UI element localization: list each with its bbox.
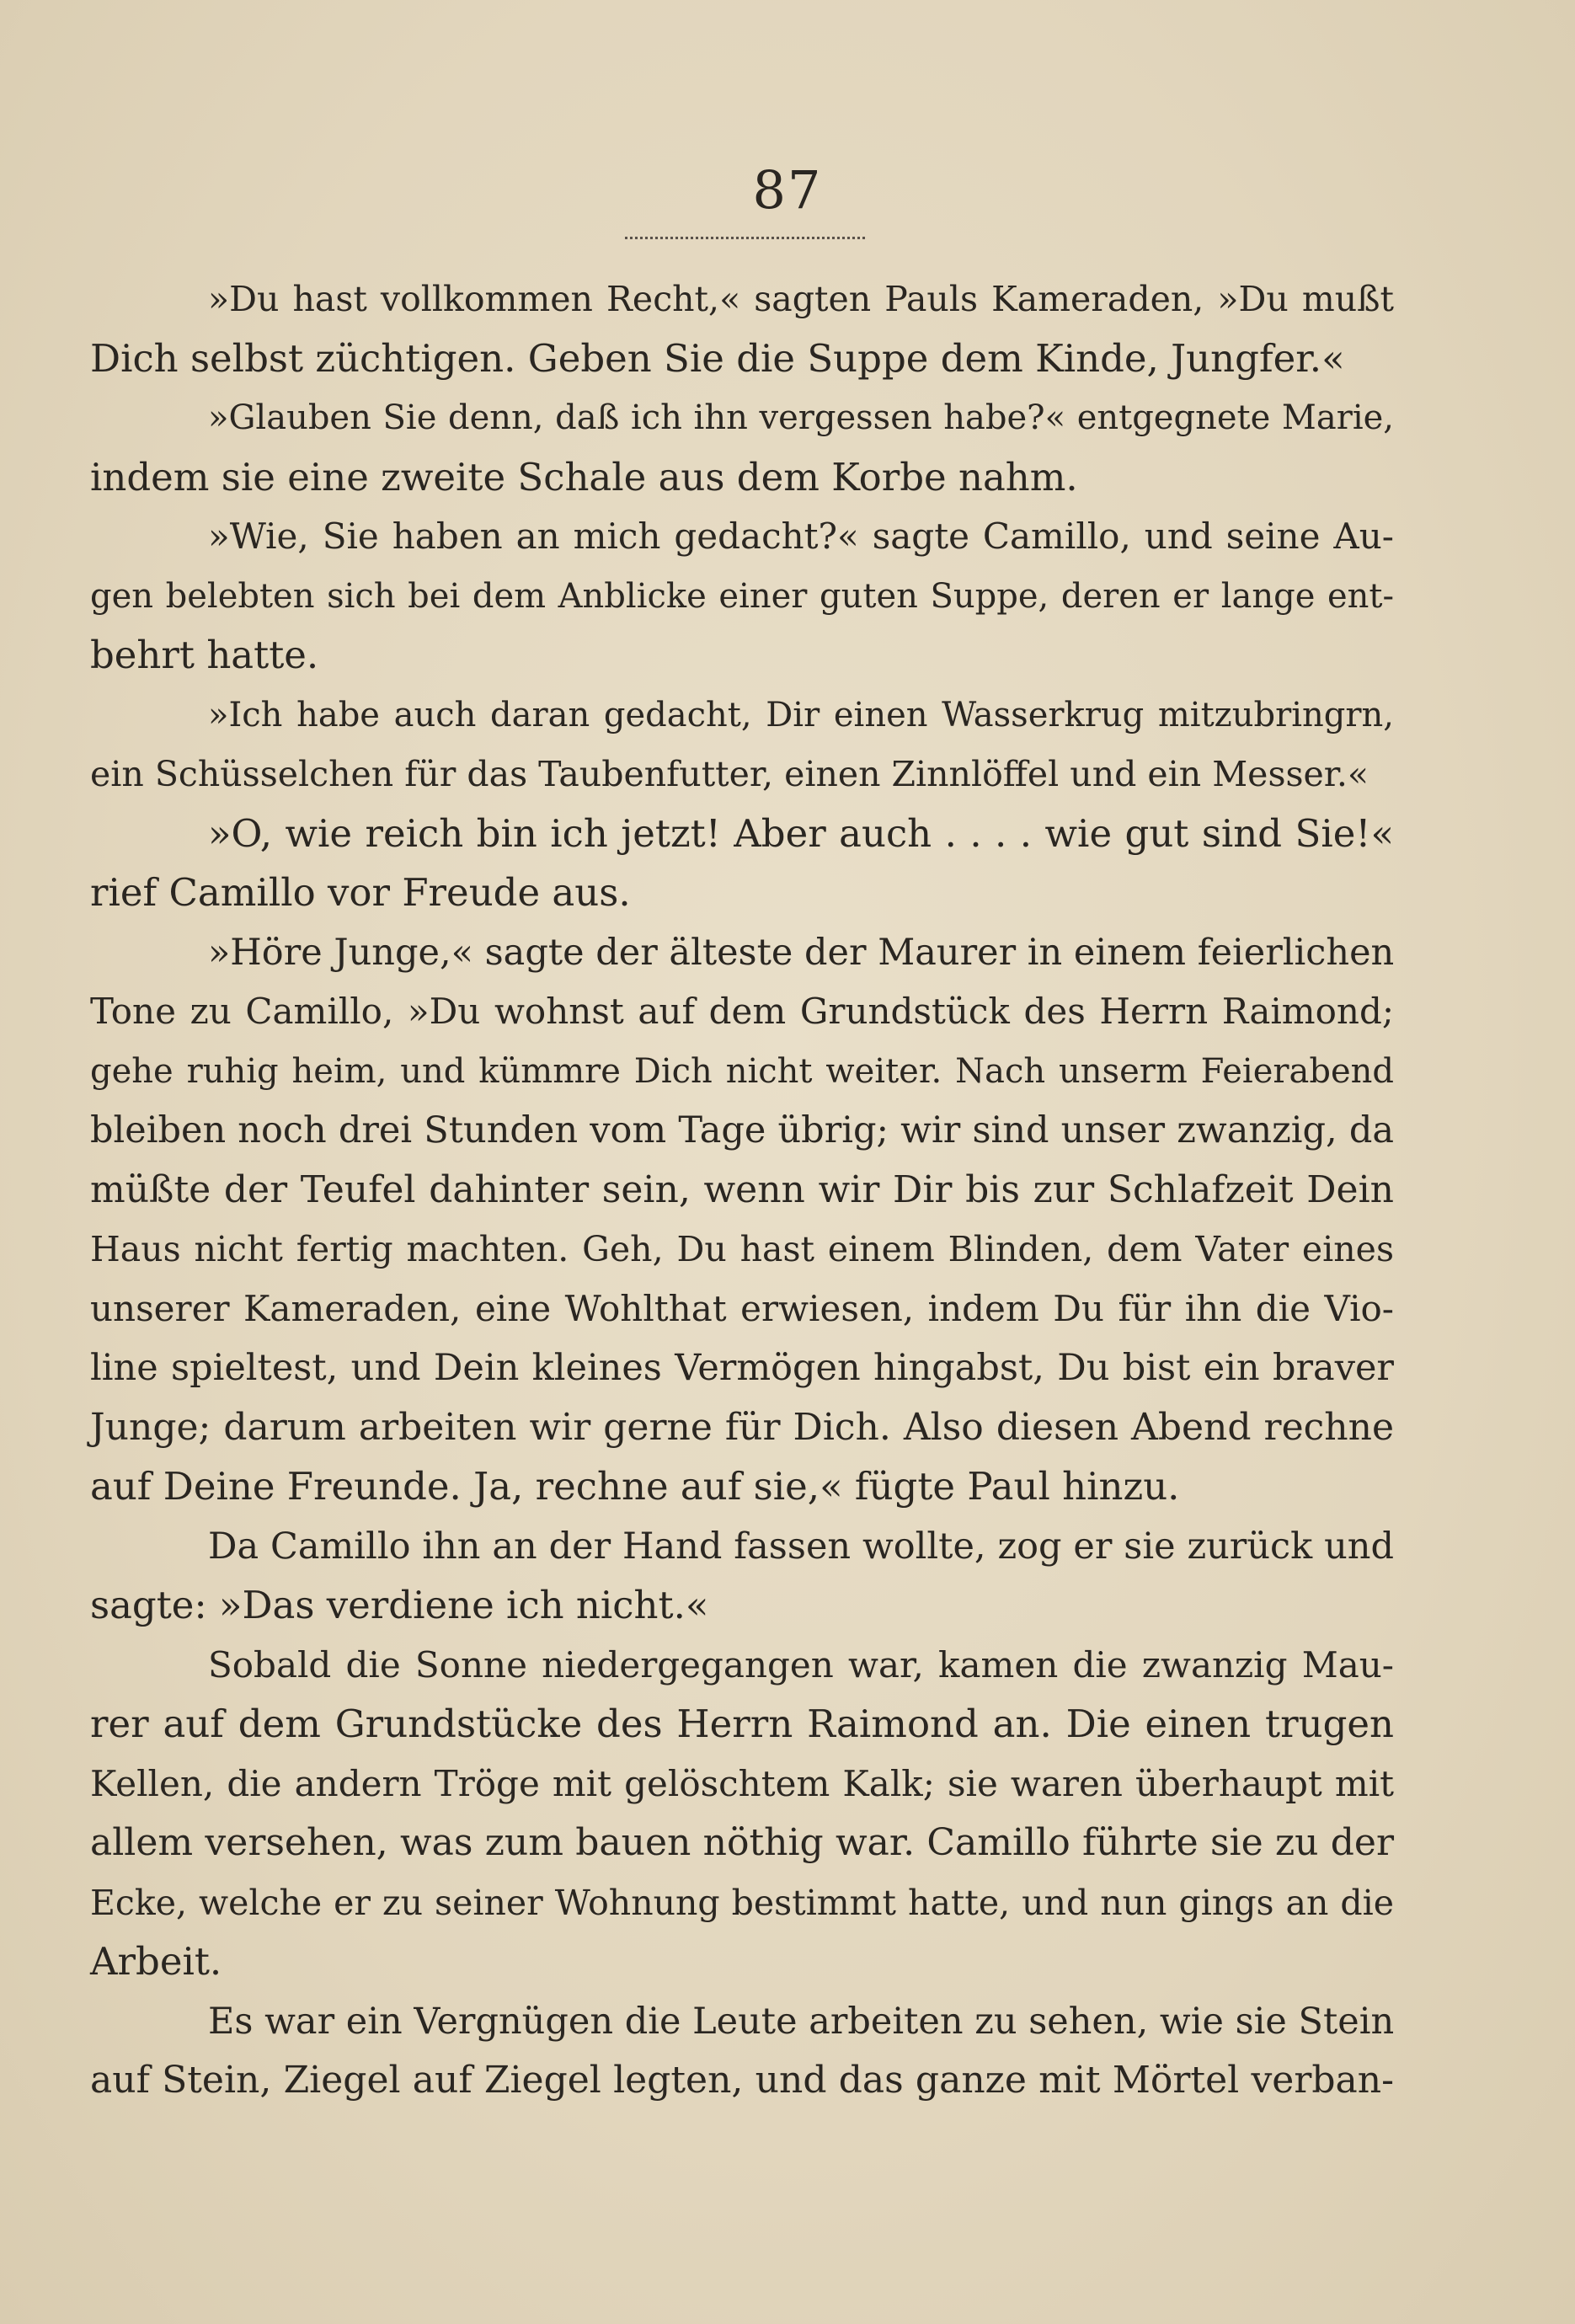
text-line: behrt hatte. — [90, 633, 319, 677]
text-line: gehe ruhig heim, und kümmre Dich nicht weiter. Nach unserm Feierabend — [90, 1051, 1394, 1091]
header-rule — [625, 237, 865, 239]
body-text — [90, 270, 1394, 2111]
page-number: 87 — [752, 159, 823, 221]
text-line: Dich selbst züchtigen. Geben Sie die Suppe dem Kinde, Jungfer.« — [90, 335, 1345, 381]
text-line: Da Camillo ihn an der Hand fassen wollte, zog er sie zurück und — [208, 1525, 1394, 1568]
text-line: ein Schüsselchen für das Taubenfutter, einen Zinnlöffel und ein Messer.« — [90, 754, 1369, 794]
text-line: »Du hast vollkommen Recht,« sagten Pauls Kameraden, »Du mußt — [208, 279, 1394, 319]
text-line: Ecke, welche er zu seiner Wohnung bestimmt hatte, und nun gings an die — [90, 1882, 1394, 1923]
text-line: bleiben noch drei Stunden vom Tage übrig; wir sind unser zwanzig, da — [90, 1109, 1394, 1151]
text-line: auf Stein, Ziegel auf Ziegel legten, und das ganze mit Mörtel verban- — [90, 2059, 1394, 2102]
text-line: »Glauben Sie denn, daß ich ihn vergessen habe?« entgegnete Marie, — [208, 398, 1394, 437]
text-line: »Ich habe auch daran gedacht, Dir einen Wasserkrug mitzubringrn, — [208, 695, 1394, 735]
text-line: »Wie, Sie haben an mich gedacht?« sagte Camillo, und seine Au- — [208, 516, 1394, 557]
text-line: Haus nicht fertig machten. Geh, Du hast einem Blinden, dem Vater eines — [90, 1229, 1394, 1269]
text-line: Tone zu Camillo, »Du wohnst auf dem Grundstück des Herrn Raimond; — [90, 991, 1394, 1032]
text-line: Es war ein Vergnügen die Leute arbeiten zu sehen, wie sie Stein — [208, 2000, 1395, 2043]
text-line: Junge; darum arbeiten wir gerne für Dich. Also diesen Abend rechne — [90, 1405, 1394, 1449]
text-line: Kellen, die andern Tröge mit gelöschtem Kalk; sie waren überhaupt mit — [90, 1762, 1394, 1804]
text-line: rief Camillo vor Freude aus. — [90, 870, 631, 915]
text-line: indem sie eine zweite Schale aus dem Korbe nahm. — [90, 454, 1078, 500]
text-line: unserer Kameraden, eine Wohlthat erwiesen, indem Du für ihn die Vio- — [90, 1287, 1394, 1329]
text-line: rer auf dem Grundstücke des Herrn Raimond an. Die einen trugen — [90, 1702, 1394, 1746]
text-line: »Höre Junge,« sagte der älteste der Maurer in einem feierlichen — [208, 931, 1395, 974]
text-line: line spieltest, und Dein kleines Vermögen hingabst, Du bist ein braver — [90, 1347, 1394, 1389]
text-line: sagte: »Das verdiene ich nicht.« — [90, 1583, 709, 1627]
text-line: auf Deine Freunde. Ja, rechne auf sie,« fügte Paul hinzu. — [90, 1464, 1180, 1509]
text-line: müßte der Teufel dahinter sein, wenn wir Dir bis zur Schlafzeit Dein — [90, 1167, 1394, 1211]
text-line: gen belebten sich bei dem Anblicke einer guten Suppe, deren er lange ent- — [90, 576, 1394, 616]
text-line: »O, wie reich bin ich jetzt! Aber auch . . . . wie gut sind Sie!« — [208, 810, 1394, 856]
text-line: Sobald die Sonne niedergegangen war, kamen die zwanzig Mau- — [208, 1643, 1394, 1686]
text-line: Arbeit. — [90, 1939, 222, 1984]
text-line: allem versehen, was zum bauen nöthig war. Camillo führte sie zu der — [90, 1821, 1394, 1864]
